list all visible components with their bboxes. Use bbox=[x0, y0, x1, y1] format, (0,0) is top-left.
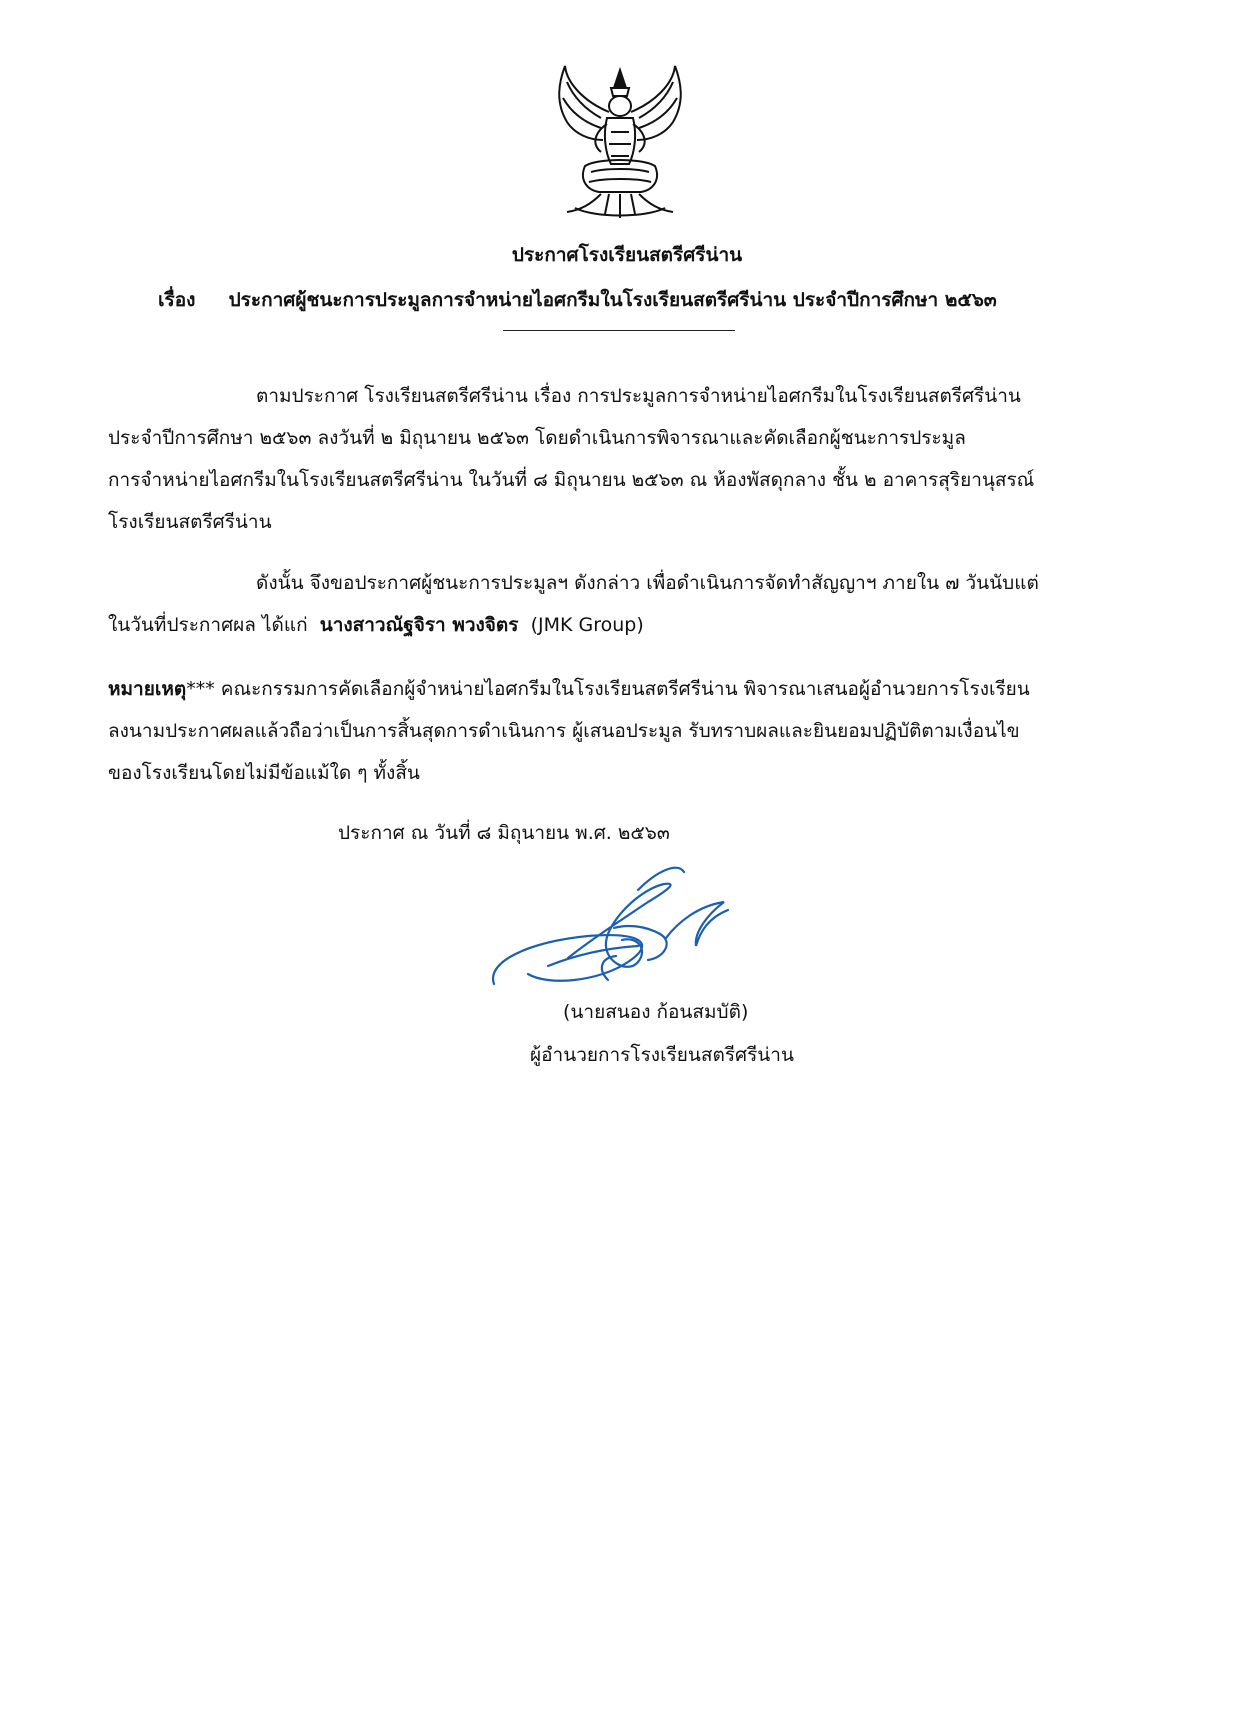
garuda-emblem-icon bbox=[545, 62, 695, 222]
title-divider bbox=[503, 330, 735, 331]
paragraph-line: การจำหน่ายไอศกรีมในโรงเรียนสตรีศรีน่าน ในวันที่ ๘ มิถุนายน ๒๕๖๓ ณ ห้องพัสดุกลาง ชั้น ๒ อาคารสุริยานุสรณ์ bbox=[108, 469, 1035, 491]
subject-label: เรื่อง bbox=[158, 289, 196, 311]
handwritten-signature bbox=[488, 862, 808, 1002]
paragraph-line: โรงเรียนสตรีศรีน่าน bbox=[108, 511, 272, 533]
note-line: ลงนามประกาศผลแล้วถือว่าเป็นการสิ้นสุดการดำเนินการ ผู้เสนอประมูล รับทราบผลและยินยอมปฏิบัติตามเงื่อนไข bbox=[108, 720, 1020, 742]
signer-title: ผู้อำนวยการโรงเรียนสตรีศรีน่าน bbox=[530, 1044, 794, 1066]
winner-name: นางสาวณัฐจิรา พวงจิตร bbox=[319, 614, 519, 636]
note-line bbox=[108, 668, 1130, 710]
winner-prefix: ในวันที่ประกาศผล ได้แก่ bbox=[108, 614, 308, 636]
subject-line bbox=[158, 285, 1118, 315]
subject-text: ประกาศผู้ชนะการประมูลการจำหน่ายไอศกรีมในโรงเรียนสตรีศรีน่าน ประจำปีการศึกษา ๒๕๖๓ bbox=[228, 289, 997, 311]
winner-line bbox=[108, 604, 1130, 646]
announcement-title: ประกาศโรงเรียนสตรีศรีน่าน bbox=[511, 244, 743, 266]
paragraph-note bbox=[108, 668, 1130, 794]
note-line: ของโรงเรียนโดยไม่มีข้อแม้ใด ๆ ทั้งสิ้น bbox=[108, 762, 420, 784]
announce-date: ประกาศ ณ วันที่ ๘ มิถุนายน พ.ศ. ๒๕๖๓ bbox=[338, 822, 670, 844]
paragraph-line: ตามประกาศ โรงเรียนสตรีศรีน่าน เรื่อง การประมูลการจำหน่ายไอศกรีมในโรงเรียนสตรีศรีน่าน bbox=[256, 385, 1021, 407]
winner-company: (JMK Group) bbox=[530, 614, 644, 636]
paragraph-line: ดังนั้น จึงขอประกาศผู้ชนะการประมูลฯ ดังกล่าว เพื่อดำเนินการจัดทำสัญญาฯ ภายใน ๗ วันนับแต่ bbox=[256, 572, 1039, 594]
note-stars: *** bbox=[186, 678, 215, 700]
paragraph-line: ประจำปีการศึกษา ๒๕๖๓ ลงวันที่ ๒ มิถุนายน ๒๕๖๓ โดยดำเนินการพิจารณาและคัดเลือกผู้ชนะการประมูล bbox=[108, 427, 966, 449]
note-label: หมายเหตุ bbox=[108, 678, 187, 700]
paragraph-winner bbox=[108, 562, 1130, 646]
paragraph-reference bbox=[108, 375, 1130, 543]
signer-name: (นายสนอง ก้อนสมบัติ) bbox=[563, 1001, 749, 1023]
note-text: คณะกรรมการคัดเลือกผู้จำหน่ายไอศกรีมในโรงเรียนสตรีศรีน่าน พิจารณาเสนอผู้อำนวยการโรงเรียน bbox=[214, 678, 1030, 700]
